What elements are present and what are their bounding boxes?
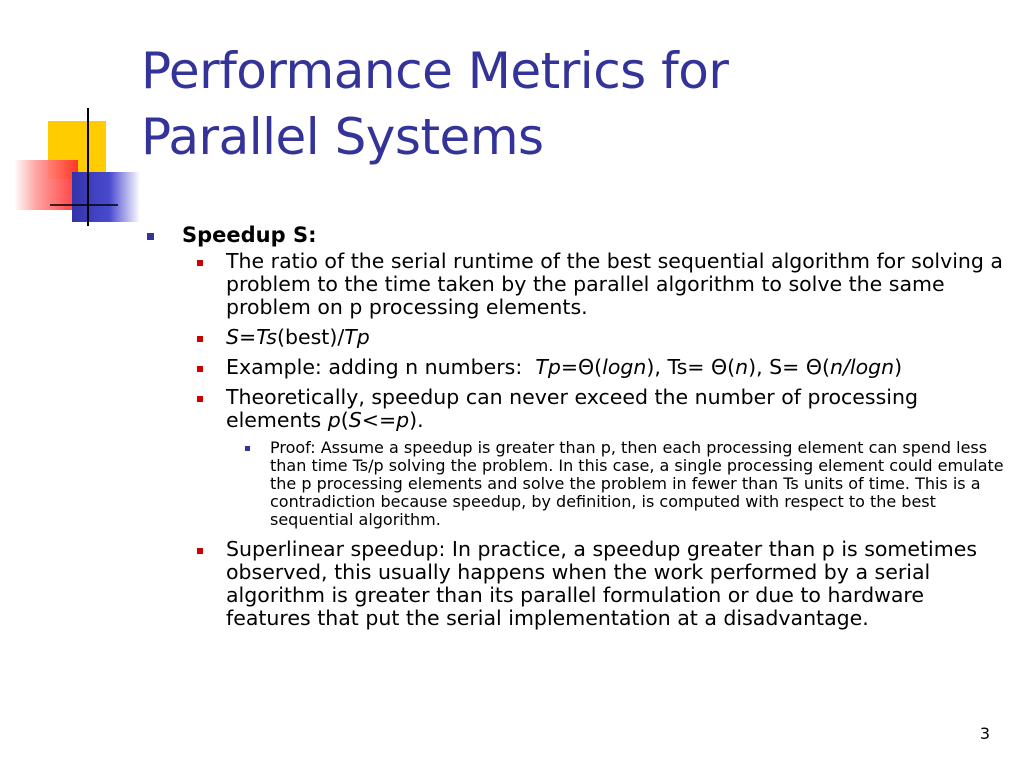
proof-text: Proof: Assume a speedup is greater than p, then each processing element can spend less than time Ts/p solving the problem. In this case, a single processing element could emulate the p processing elements and solve the problem in fewer than Ts units of time. This is a contradiction because speedup, by definition, is computed with respect to the best sequential algorithm.: [270, 438, 1004, 529]
theory-le: <=: [361, 408, 397, 432]
square-bullet-icon: [147, 233, 154, 240]
example-close: ): [894, 355, 903, 379]
formula-eq: =: [239, 325, 257, 349]
superlinear-text: Superlinear speedup: In practice, a speedup greater than p is sometimes observed, this usually happens when the work performed by a serial algorithm is greater than its parallel formulation or due to hardware features that put the serial implementation at a disadvantage.: [226, 537, 978, 630]
square-bullet-icon: [245, 446, 250, 451]
theory-p2: p: [396, 408, 410, 432]
theory-s: S: [348, 408, 362, 432]
bullet-speedup: [146, 222, 1006, 248]
ratio-text: The ratio of the serial runtime of the best sequential algorithm for solving a problem to the time taken by the parallel algorithm to solve the same problem on p processing elements.: [226, 249, 1003, 319]
formula-tp: Tp: [344, 325, 370, 349]
example-prefix: Example: adding n numbers:: [226, 355, 536, 379]
bullet-theoretical-limit: [146, 386, 1006, 432]
slide-title: [141, 38, 1001, 170]
formula-best: (best)/: [276, 325, 345, 349]
page-number: 3: [979, 724, 990, 743]
square-bullet-icon: [197, 336, 203, 342]
bullet-superlinear: [146, 538, 1006, 630]
example-n: n: [735, 355, 749, 379]
speedup-heading: Speedup S:: [182, 223, 317, 247]
title-line-2: Parallel Systems: [141, 108, 544, 166]
square-bullet-icon: [197, 260, 203, 266]
formula-ts: Ts: [256, 325, 277, 349]
example-logn: logn: [602, 355, 647, 379]
square-bullet-icon: [197, 366, 203, 372]
example-theta-open: =Θ(: [560, 355, 603, 379]
example-mid1: ), Ts= Θ(: [646, 355, 736, 379]
speedup-subbullets: [146, 250, 1006, 630]
formula-s: S: [226, 325, 240, 349]
example-n-over-logn: n/logn: [829, 355, 895, 379]
bullet-example: [146, 356, 1006, 379]
decorative-logo-icon: [0, 0, 140, 240]
theory-text: Theoretically, speedup can never exceed the number of processing elements: [226, 385, 918, 432]
example-mid2: ), S= Θ(: [748, 355, 830, 379]
slide-content: [146, 222, 1006, 637]
theory-end: ).: [409, 408, 424, 432]
example-tp: Tp: [535, 355, 561, 379]
title-line-1: Performance Metrics for: [141, 42, 729, 100]
bullet-speedup-formula: [146, 326, 1006, 349]
bullet-proof: [146, 439, 1006, 529]
bullet-ratio-definition: [146, 250, 1006, 319]
theory-paren-open: (: [340, 408, 349, 432]
theory-p1: p: [327, 408, 341, 432]
square-bullet-icon: [197, 396, 203, 402]
square-bullet-icon: [197, 548, 203, 554]
